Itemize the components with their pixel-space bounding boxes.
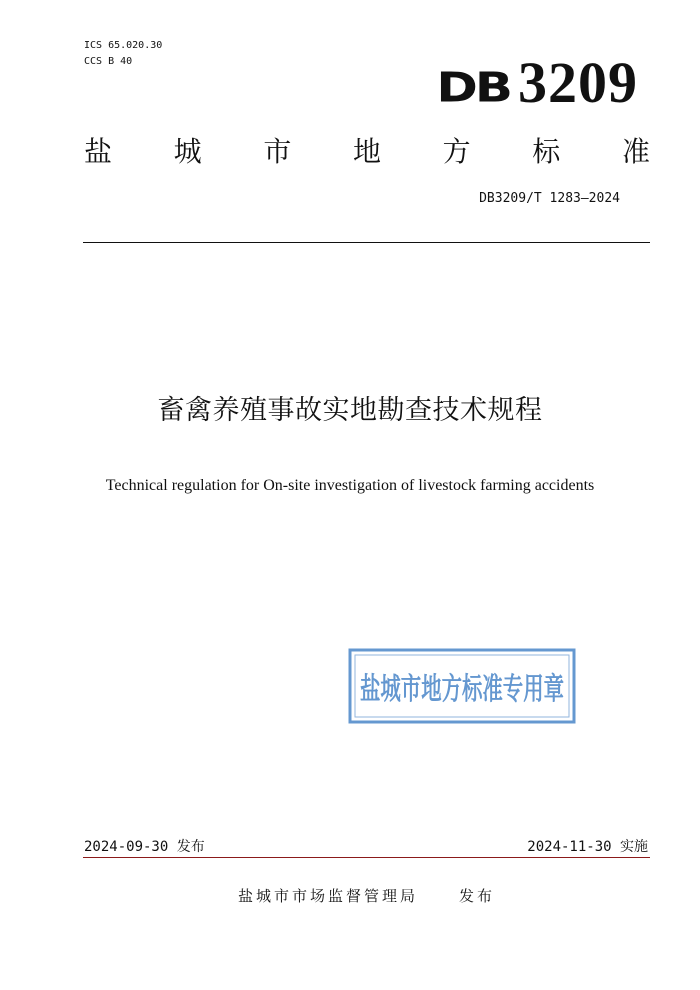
standard-type-title	[84, 130, 650, 170]
db-logo-number: 3209	[518, 50, 638, 115]
header-divider	[83, 242, 650, 243]
standard-type-char: 准	[621, 135, 650, 168]
ics-code: ICS 65.020.30	[84, 40, 163, 51]
classification-codes	[84, 38, 162, 70]
standard-type-char: 方	[442, 135, 471, 168]
title-chinese: 畜禽养殖事故实地勘查技术规程	[157, 395, 543, 426]
standard-type-char: 盐	[84, 135, 113, 168]
standard-type-char: 城	[173, 135, 202, 168]
stamp-text: 盐城市地方标准专用章	[360, 672, 564, 707]
standard-type-char: 标	[532, 135, 561, 168]
standard-code: DB3209/T 1283—2024	[479, 191, 620, 206]
db-logo-prefix: DB	[436, 63, 510, 112]
footer-divider	[83, 857, 650, 858]
publisher-name: 盐城市市场监督管理局	[238, 887, 419, 905]
ccs-code: CCS B 40	[84, 56, 133, 67]
standard-type-char: 地	[352, 135, 381, 168]
implement-date: 2024-11-30 实施	[527, 839, 648, 855]
official-seal-stamp	[347, 647, 577, 725]
publish-label: 发布	[459, 887, 496, 905]
db-logo	[436, 50, 638, 115]
release-date: 2024-09-30 发布	[84, 839, 205, 855]
title-english: Technical regulation for On-site investigation of livestock farming accidents	[105, 477, 595, 494]
standard-type-char: 市	[263, 135, 292, 168]
